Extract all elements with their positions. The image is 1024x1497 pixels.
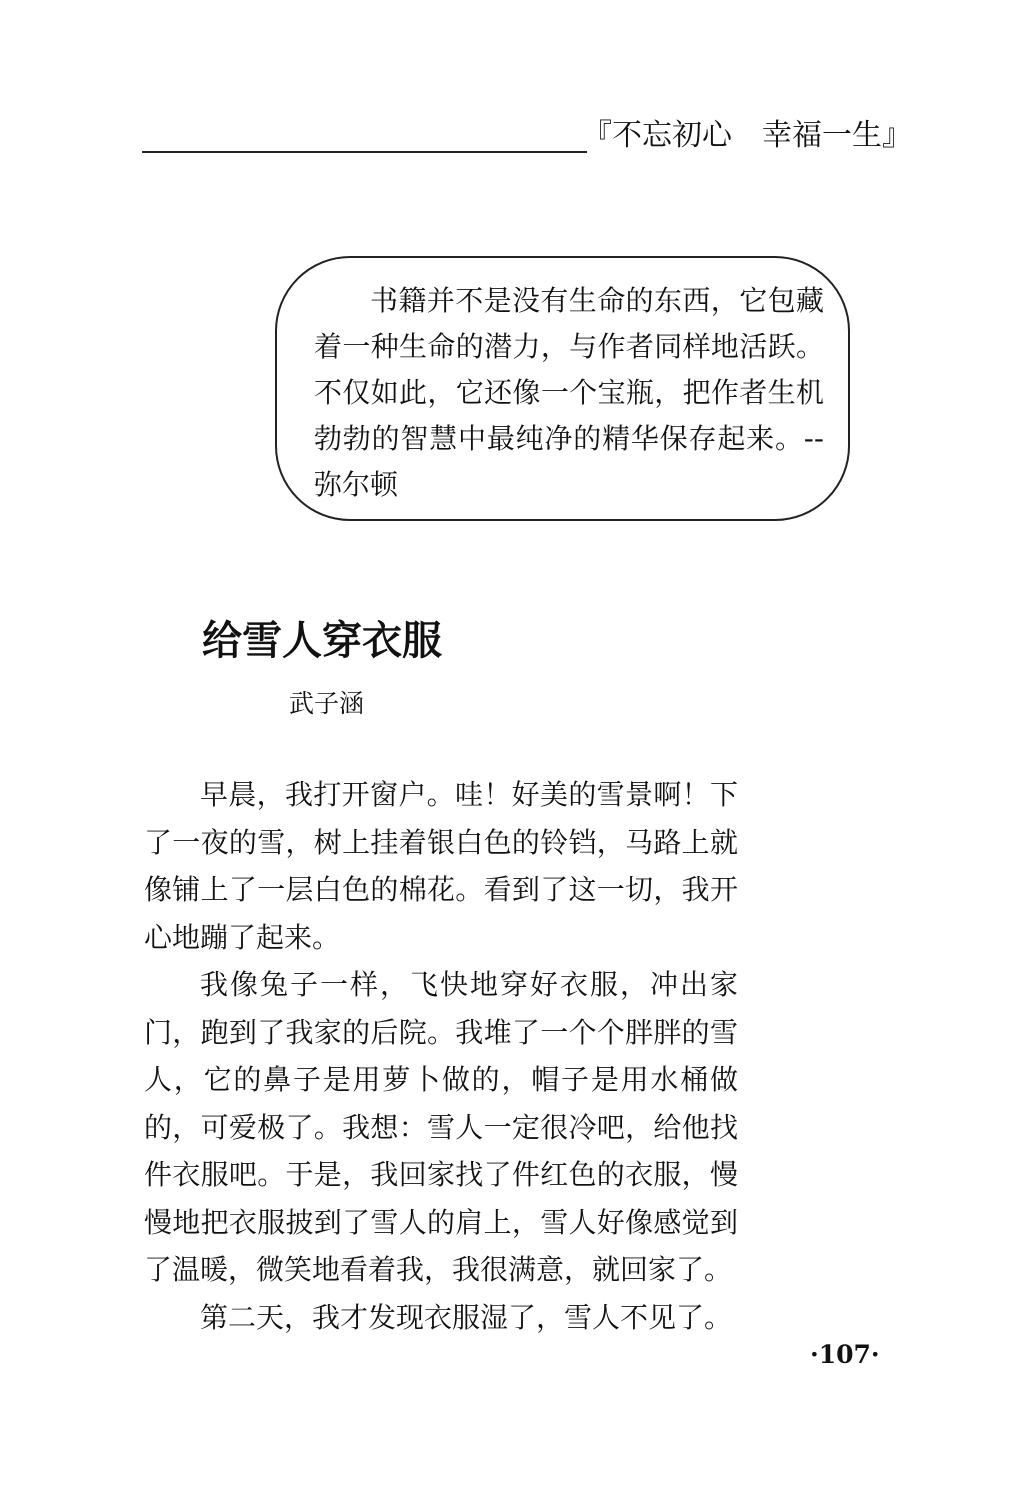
header-rule: [142, 151, 587, 153]
body-paragraph: 第二天，我才发现衣服湿了，雪人不见了。: [200, 1300, 733, 1334]
article-body: [144, 771, 738, 1341]
quote-text: 书籍并不是没有生命的东西，它包藏着一种生命的潜力，与作者同样地活跃。不仅如此，它还像一个宝瓶，把作者生机勃勃的智慧中最纯净的精华保存起来。-- 弥尔顿: [314, 284, 824, 501]
page-number: ·107·: [810, 1340, 880, 1369]
body-paragraph: 我像兔子一样，飞快地穿好衣服，冲出家门，跑到了我家的后院。我堆了一个个胖胖的雪人，它的鼻子是用萝卜做的，帽子是用水桶做的，可爱极了。我想：雪人一定很冷吧，给他找件衣服吧。于是，我回家找了件红色的衣服，慢慢地把衣服披到了雪人的肩上，雪人好像感觉到了温暖，微笑地看着我，我很满意，就回家了。: [144, 968, 738, 1286]
running-header-title: 『不忘初心 幸福一生』: [582, 118, 912, 153]
body-paragraph: 早晨，我打开窗户。哇！好美的雪景啊！下了一夜的雪，树上挂着银白色的铃铛，马路上就像铺上了一层白色的棉花。看到了这一切，我开心地蹦了起来。: [144, 778, 738, 954]
article-title: 给雪人穿衣服: [202, 617, 442, 664]
article-author: 武子涵: [289, 689, 365, 718]
